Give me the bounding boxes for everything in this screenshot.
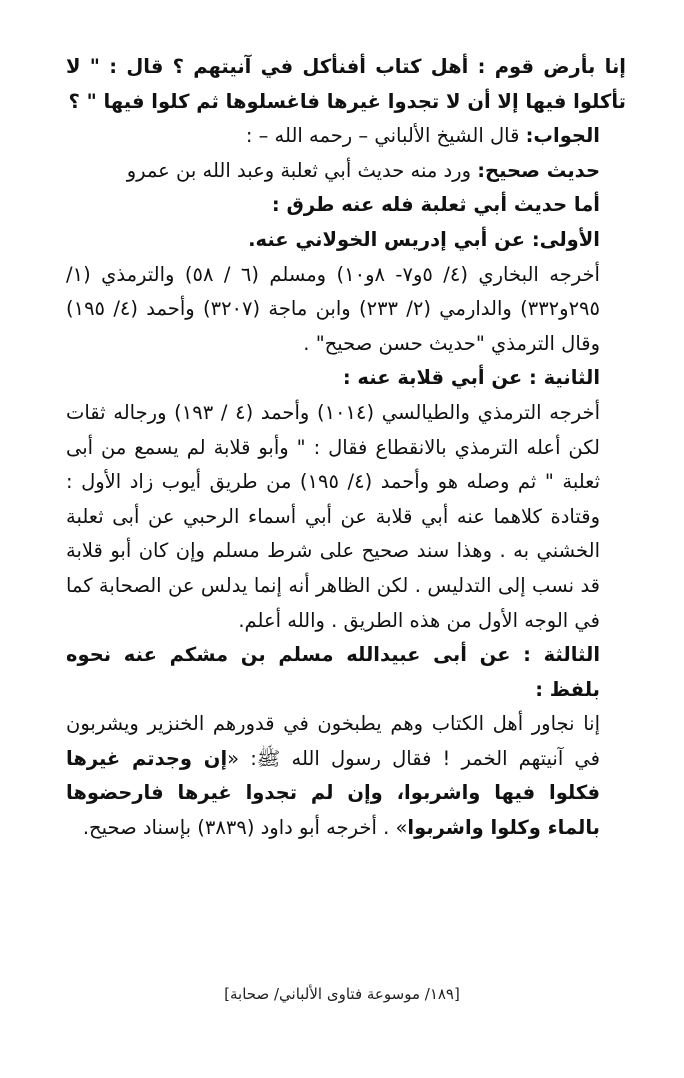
hadith-label: حديث صحيح: <box>477 158 600 182</box>
first-route-text: أخرجه البخاري (٤/ ٥و٧- ٨و١٠) ومسلم (٦ / ٥٨) والترمذي (١/ ٢٩٥و٣٣٢) والدارمي (٢/ ٢٣٣) وابن ماجة (٣٢٠٧) وأحمد (٤/ ١٩٥) وقال الترمذي "حديث حسن صحيح" . <box>66 262 600 355</box>
hadith-line <box>66 154 626 189</box>
answer-label: الجواب: <box>525 124 600 148</box>
answer-attribution: قال الشيخ الألباني – رحمه الله – : <box>245 124 520 148</box>
routes-intro: أما حديث أبي ثعلبة فله عنه طرق : <box>271 193 600 217</box>
third-route-text-intro: إنا نجاور أهل الكتاب وهم يطبخون في قدورهم الخنزير ويشربون في آنيتهم الخمر ! فقال رسول الله ﷺ: « <box>66 712 600 770</box>
third-route-text-end: » . أخرجه أبو داود (٣٨٣٩) بإسناد صحيح. <box>82 816 408 840</box>
third-route-heading: الثالثة : عن أبى عبيدالله مسلم بن مشكم عنه نحوه بلفظ : <box>66 643 600 701</box>
question-paragraph: إنا بأرض قوم : أهل كتاب أفنأكل في آنيتهم ؟ قال : " لا تأكلوا فيها إلا أن لا تجدوا غيرها فاغسلوها ثم كلوا فيها " ؟ <box>66 55 626 113</box>
third-route-text <box>66 707 626 845</box>
page-body <box>66 50 626 846</box>
hadith-text: ورد منه حديث أبي ثعلبة وعبد الله بن عمرو <box>126 158 472 182</box>
prophet-saying: إن وجدتم غيرها فكلوا فيها واشربوا، وإن لم تجدوا غيرها فارحضوها بالماء وكلوا واشربوا <box>66 746 600 840</box>
second-route-heading: الثانية : عن أبي قلابة عنه : <box>342 366 600 390</box>
second-route-text: أخرجه الترمذي والطيالسي (١٠١٤) وأحمد (٤ / ١٩٣) ورجاله ثقات لكن أعله الترمذي بالانقطاع فقال : " وأبو قلابة لم يسمع من أبى ثعلبة " ثم وصله هو وأحمد (٤/ ١٩٥) من طريق أيوب زاد الأول : وقتادة كلاهما عنه أبي قلابة عن أبي أسماء الرحبي عن أبى ثعلبة الخشني به . وهذا سند صحيح على شرط مسلم وإن كان أبو قلابة قد نسب إلى التدليس . لكن الظاهر أنه إنما يدلس عن الصحابة كما في الوجه الأول من هذه الطريق . والله أعلم. <box>66 400 600 632</box>
answer-line <box>66 119 626 154</box>
page-footer: [١٨٩/ موسوعة فتاوى الألباني/ صحابة] <box>224 985 460 1003</box>
first-route-heading: الأولى: عن أبي إدريس الخولاني عنه. <box>248 227 600 251</box>
